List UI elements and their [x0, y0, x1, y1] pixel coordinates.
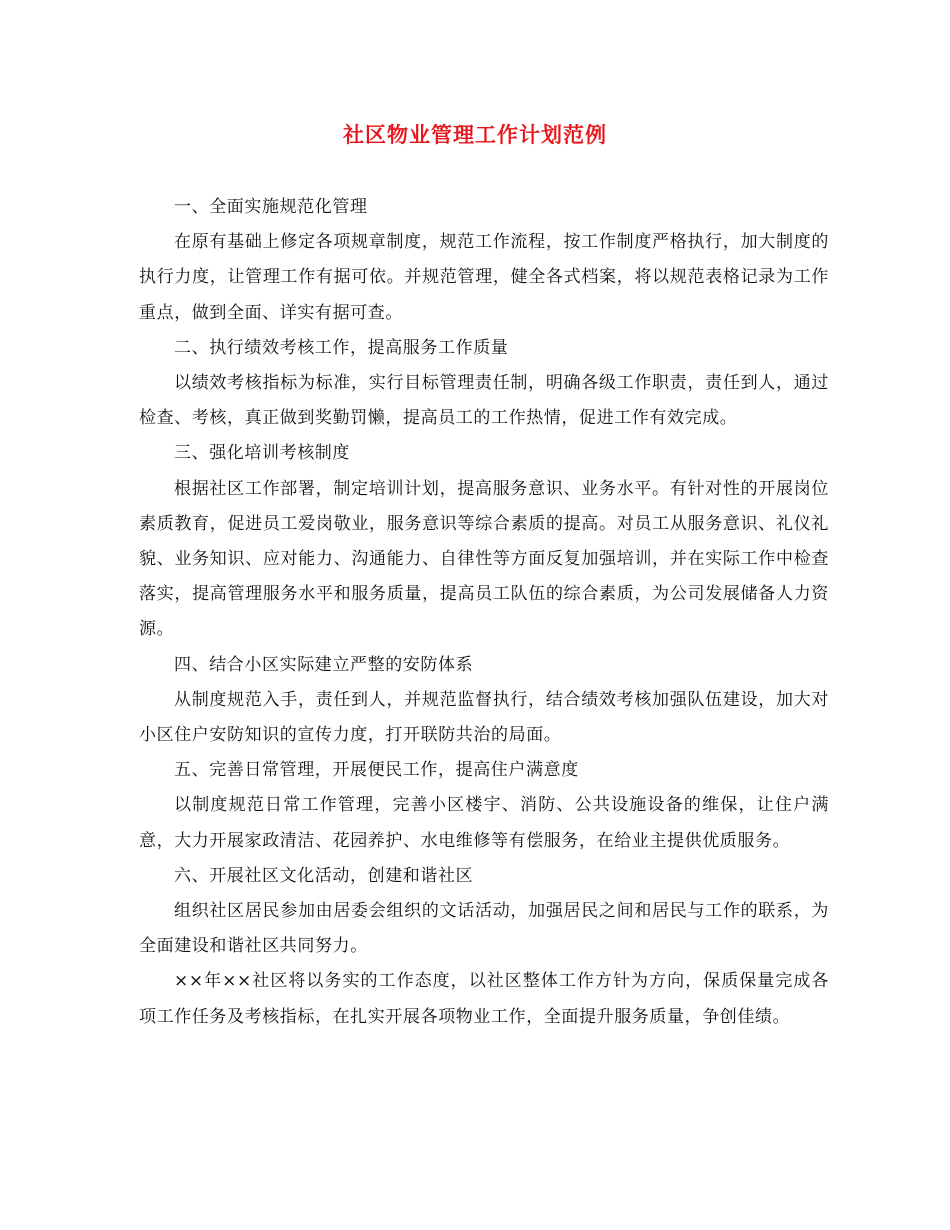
document-title: 社区物业管理工作计划范例 [343, 123, 607, 147]
section-heading-3: 三、强化培训考核制度 [174, 443, 350, 464]
section-paragraph-6: 组织社区居民参加由居委会组织的文话活动，加强居民之间和居民与工作的联系，为全面建设和谐社区共同努力。 [139, 901, 829, 957]
section-heading-4: 四、结合小区实际建立严整的安防体系 [174, 654, 474, 675]
closing-paragraph: ××年××社区将以务实的工作态度，以社区整体工作方针为方向，保质保量完成各项工作任务及考核指标，在扎实开展各项物业工作，全面提升服务质量，争创佳绩。 [139, 971, 829, 1027]
section-paragraph-2: 以绩效考核指标为标准，实行目标管理责任制，明确各级工作职责，责任到人，通过检查、考核，真正做到奖勤罚懒，提高员工的工作热情，促进工作有效完成。 [139, 373, 829, 429]
section-heading-1: 一、全面实施规范化管理 [174, 197, 368, 217]
section-heading-5: 五、完善日常管理，开展便民工作，提高住户满意度 [174, 760, 579, 781]
section-heading-2: 二、执行绩效考核工作，提高服务工作质量 [174, 337, 509, 358]
section-paragraph-3: 根据社区工作部署，制定培训计划，提高服务意识、业务水平。有针对性的开展岗位素质教育，促进员工爱岗敬业，服务意识等综合素质的提高。对员工从服务意识、礼仪礼貌、业务知识、应对能力、沟通能力、自律性等方面反复加强培训，并在实际工作中检查落实，提高管理服务水平和服务质量，提高员工队伍的综合素质，为公司发展储备人力资源。 [139, 478, 829, 640]
document-body [139, 190, 829, 1035]
section-paragraph-5: 以制度规范日常工作管理，完善小区楼宇、消防、公共设施设备的维保，让住户满意，大力开展家政清洁、花园养护、水电维修等有偿服务，在给业主提供优质服务。 [139, 795, 829, 851]
section-paragraph-1: 在原有基础上修定各项规章制度，规范工作流程，按工作制度严格执行，加大制度的执行力度，让管理工作有据可依。并规范管理，健全各式档案，将以规范表格记录为工作重点，做到全面、详实有据可查。 [139, 232, 829, 323]
section-heading-6: 六、开展社区文化活动，创建和谐社区 [174, 865, 474, 886]
section-paragraph-4: 从制度规范入手，责任到人，并规范监督执行，结合绩效考核加强队伍建设，加大对小区住户安防知识的宣传力度，打开联防共治的局面。 [139, 689, 829, 746]
